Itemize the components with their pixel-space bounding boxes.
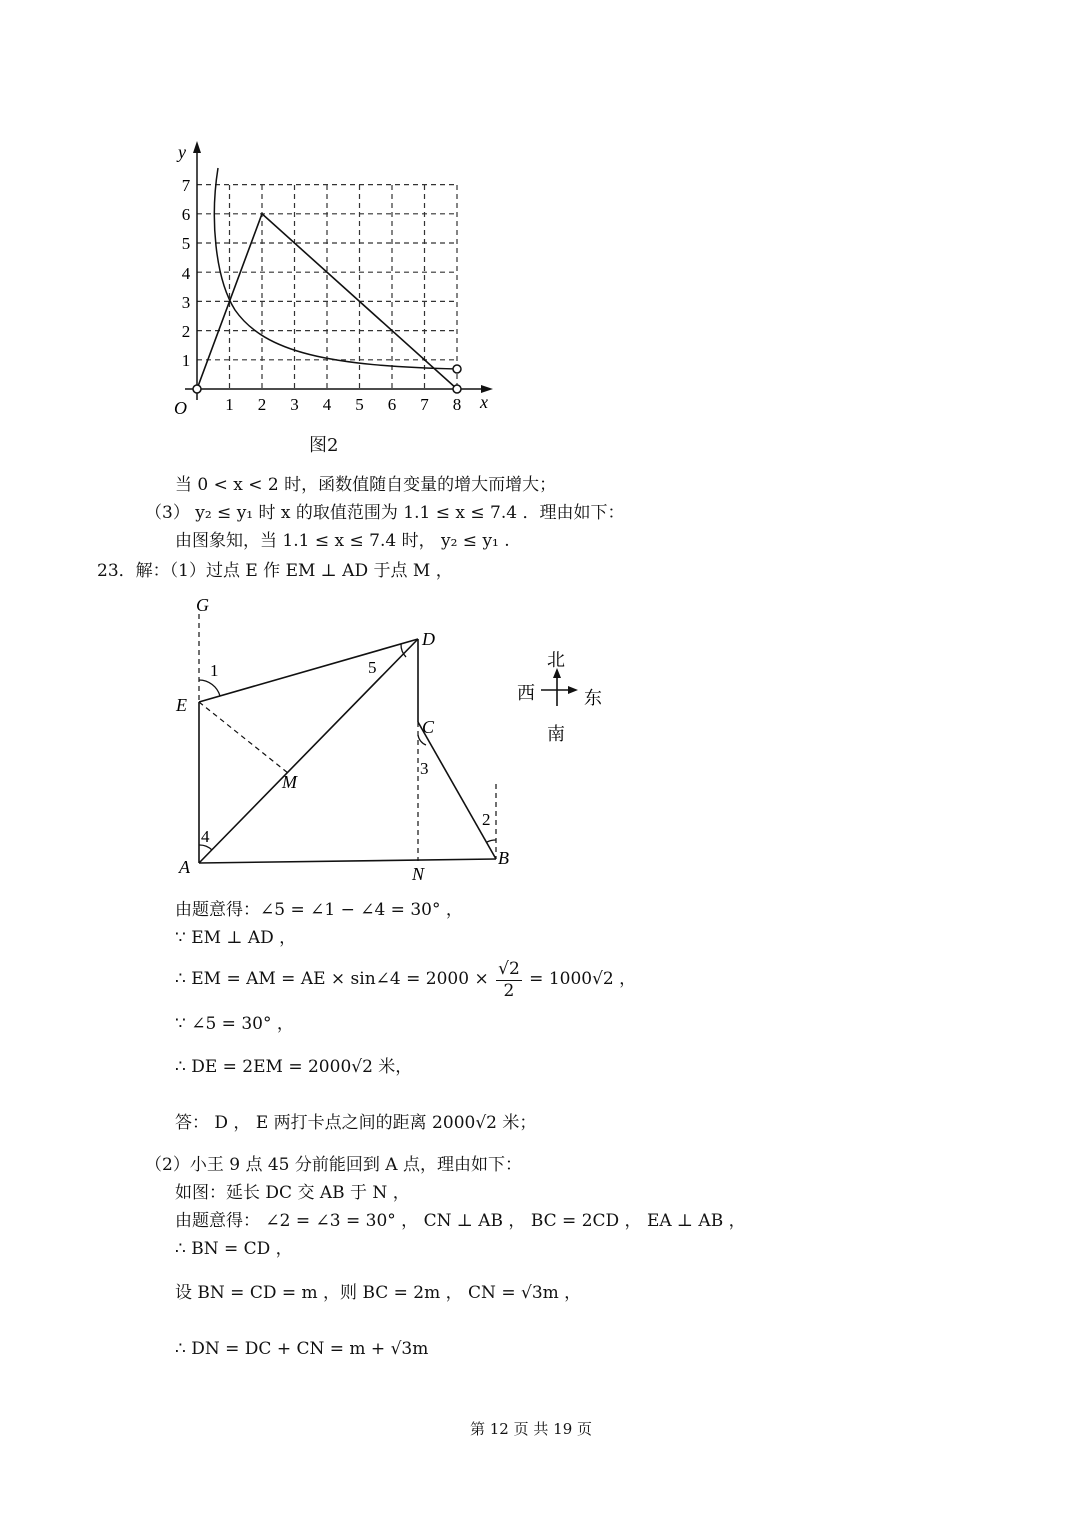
q23-line-de: ∴ DE = 2EM = 2000√2 米， — [175, 1057, 413, 1077]
svg-text:M: M — [282, 772, 297, 792]
q23-line-em — [175, 955, 636, 1003]
svg-text:1: 1 — [225, 395, 234, 414]
svg-text:4: 4 — [322, 395, 332, 414]
curve — [214, 168, 457, 369]
q23-line-angle5-value: ∵ ∠5 = 30° ， — [175, 1014, 294, 1034]
svg-text:N: N — [412, 864, 425, 884]
q23-part2-let-m: 设 BN = CD = m ，则 BC = 2m ， CN = √3m ， — [175, 1283, 582, 1303]
svg-text:A: A — [179, 857, 190, 877]
svg-text:3: 3 — [181, 293, 191, 312]
q23-heading: 23．解：（1）过点 E 作 EM ⊥ AD 于点 M ， — [97, 561, 453, 581]
svg-text:D: D — [422, 629, 435, 649]
figure2-graph — [160, 138, 505, 423]
svg-text:8: 8 — [452, 395, 462, 414]
y-axis-arrow — [193, 141, 201, 153]
svg-text:C: C — [422, 717, 435, 737]
q23-answer-part1: 答： D ， E 两打卡点之间的距离 2000√2 米； — [175, 1113, 537, 1133]
svg-text:6: 6 — [387, 395, 397, 414]
q23-line-perp: ∵ EM ⊥ AD ， — [175, 928, 297, 948]
figure2-caption: 图2 — [309, 435, 339, 456]
q23-part2-bn: ∴ BN = CD ， — [175, 1239, 293, 1259]
angle-labels — [201, 658, 491, 846]
svg-text:1: 1 — [181, 351, 191, 370]
svg-text:3: 3 — [420, 759, 429, 778]
svg-text:E: E — [176, 695, 187, 715]
x8-open-point — [453, 385, 461, 393]
angle-arcs — [199, 644, 496, 850]
dashed-lines — [199, 614, 496, 861]
svg-text:北: 北 — [547, 650, 565, 670]
y-tick-labels — [182, 176, 191, 370]
q23-line-em-post: = 1000√2 ， — [529, 969, 637, 989]
compass — [517, 650, 602, 744]
svg-text:南: 南 — [547, 724, 565, 744]
svg-text:西: 西 — [517, 683, 535, 703]
q23-part2-extend: 如图：延长 DC 交 AB 于 N ， — [175, 1183, 410, 1203]
svg-text:东: 东 — [584, 688, 602, 708]
svg-text:5: 5 — [368, 658, 377, 677]
svg-text:6: 6 — [181, 205, 191, 224]
solid-lines — [199, 639, 496, 863]
q23-part2-given: 由题意得： ∠2 = ∠3 = 30° ， CN ⊥ AB ， BC = 2CD ， EA ⊥ AB ， — [175, 1211, 746, 1231]
monotonic-statement: 当 0 < x < 2 时，函数值随自变量的增大而增大； — [175, 475, 557, 495]
svg-text:2: 2 — [181, 322, 191, 341]
svg-text:7: 7 — [420, 395, 429, 414]
page-footer: 第 12 页 共 19 页 — [470, 1420, 593, 1438]
svg-text:5: 5 — [181, 234, 191, 253]
svg-text:2: 2 — [482, 810, 491, 829]
q23-line-em-pre: ∴ EM = AM = AE × sin∠4 = 2000 × — [175, 969, 489, 989]
svg-text:7: 7 — [181, 176, 191, 195]
svg-text:3: 3 — [290, 395, 299, 414]
point-labels — [175, 595, 509, 884]
origin-label: O — [174, 398, 187, 418]
q23-geometry-figure — [170, 592, 620, 887]
part3-range-statement: （3） y₂ ≤ y₁ 时 x 的取值范围为 1.1 ≤ x ≤ 7.4 ．理由如下： — [145, 503, 625, 523]
y-axis-label: y — [178, 142, 186, 162]
curve-end-open-point — [453, 365, 461, 373]
svg-text:4: 4 — [201, 827, 210, 846]
part3-reason: 由图象知，当 1.1 ≤ x ≤ 7.4 时， y₂ ≤ y₁ . — [175, 531, 510, 551]
svg-text:5: 5 — [355, 395, 364, 414]
q23-line-angle5: 由题意得：∠5 = ∠1 − ∠4 = 30° ， — [175, 900, 463, 920]
q23-part2-heading: （2）小王 9 点 45 分前能回到 A 点，理由如下： — [145, 1155, 522, 1175]
svg-text:4: 4 — [181, 264, 191, 283]
q23-part2-dn: ∴ DN = DC + CN = m + √3m — [175, 1339, 429, 1359]
fraction-root2-over-2: $\frac{√2}{2}$ — [498, 959, 520, 1001]
x-axis-label: x — [480, 392, 488, 412]
svg-text:G: G — [196, 595, 209, 615]
svg-text:B: B — [498, 848, 509, 868]
origin-open-point — [193, 385, 201, 393]
svg-text:2: 2 — [257, 395, 267, 414]
svg-text:1: 1 — [210, 661, 219, 680]
x-tick-labels — [225, 395, 461, 414]
